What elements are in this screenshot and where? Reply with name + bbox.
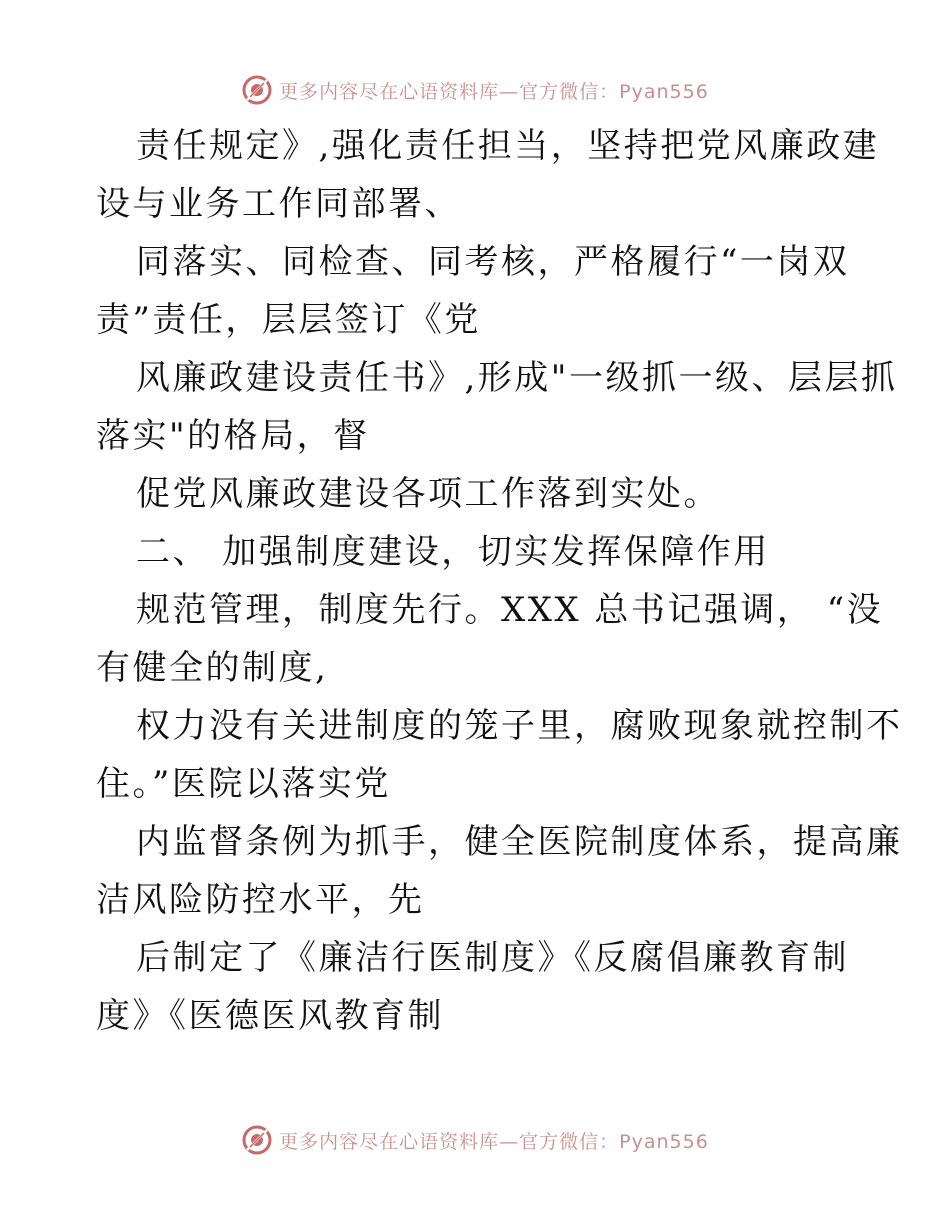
- text-line: 落实"的格局，督: [96, 416, 370, 456]
- text-line: 风廉政建设责任书》,形成"一级抓一级、层层抓: [136, 358, 898, 398]
- text-line: 规范管理，制度先行。XXX 总书记强调， “没: [136, 590, 884, 630]
- text-line: 设与业务工作同部署、: [96, 184, 461, 224]
- text-line: 同落实、同检查、同考核，严格履行“一岗双: [136, 242, 850, 282]
- watermark-text: 更多内容尽在心语资料库—官方微信：Pyan556: [279, 80, 709, 103]
- text-line: 度》《医德医风教育制: [96, 996, 444, 1036]
- header-watermark: [0, 72, 950, 108]
- text-line: 责”责任，层层签订《党: [96, 300, 481, 340]
- text-line: 后制定了《廉洁行医制度》《反腐倡廉教育制: [136, 938, 849, 978]
- text-line: 洁风险防控水平，先: [96, 880, 425, 920]
- document-body: [96, 117, 903, 1045]
- text-line: 权力没有关进制度的笼子里，腐败现象就控制不: [136, 706, 903, 746]
- text-line: 促党风廉政建设各项工作落到实处。: [136, 474, 720, 514]
- text-line: 责任规定》,强化责任担当，坚持把党风廉政建: [136, 126, 880, 166]
- brand-logo-icon: [241, 74, 273, 106]
- watermark-text: 更多内容尽在心语资料库—官方微信：Pyan556: [279, 1130, 709, 1153]
- footer-watermark: [0, 1122, 950, 1158]
- text-line: 住。”医院以落实党: [96, 764, 391, 804]
- section-heading: 二、 加强制度建设，切实发挥保障作用: [136, 532, 770, 572]
- text-line: 有健全的制度,: [96, 648, 329, 688]
- text-line: 内监督条例为抓手，健全医院制度体系，提高廉: [136, 822, 903, 862]
- brand-logo-icon: [241, 1124, 273, 1156]
